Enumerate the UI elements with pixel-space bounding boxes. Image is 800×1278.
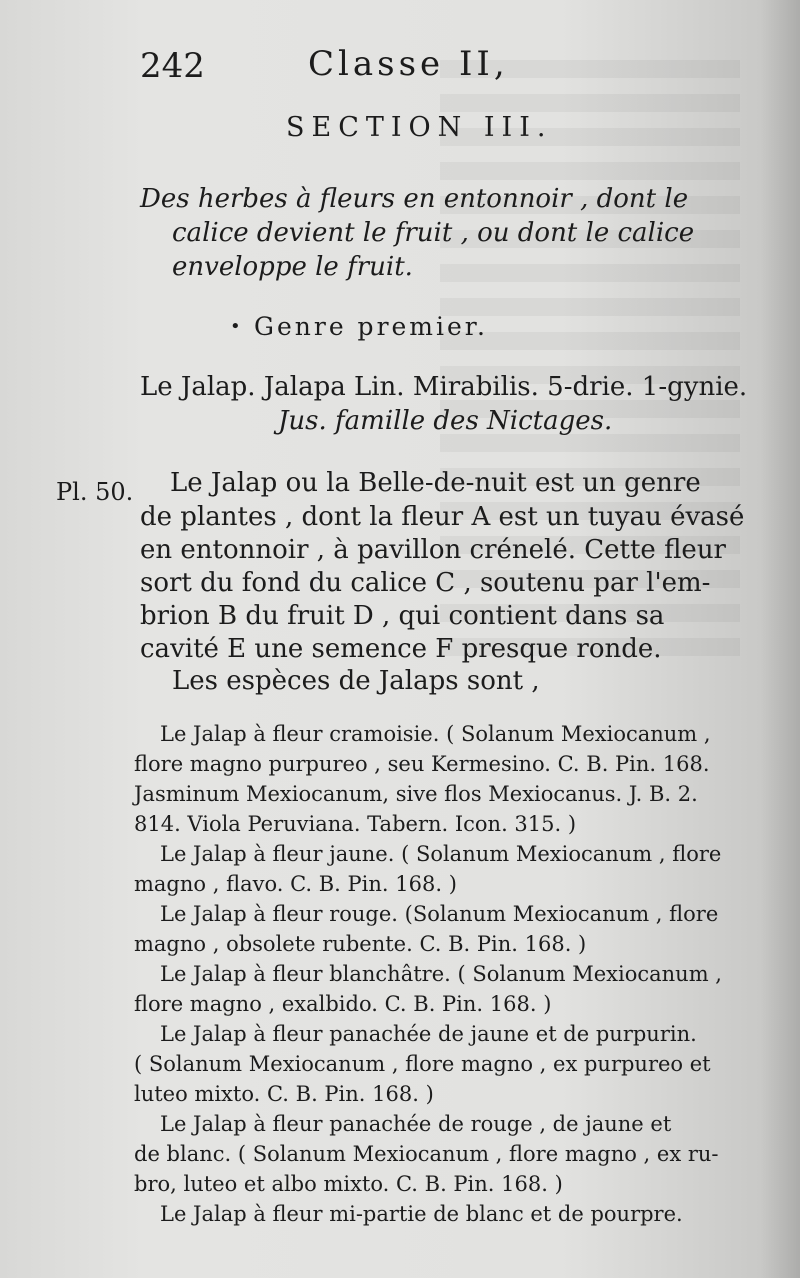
plate-reference: Pl. 50. [56, 478, 134, 506]
species-line: magno , flavo. C. B. Pin. 168. ) [134, 872, 457, 896]
family-line: Jus. famille des Nictages. [278, 406, 613, 436]
paragraph-line: en entonnoir , à pavillon crénelé. Cette fleur [140, 535, 726, 565]
species-line: Le Jalap à fleur panachée de rouge , de jaune et [160, 1112, 672, 1136]
section-description-line: calice devient le fruit , ou dont le calice [172, 218, 695, 248]
species-line: luteo mixto. C. B. Pin. 168. ) [134, 1082, 434, 1106]
species-line: Le Jalap à fleur panachée de jaune et de purpurin. [160, 1022, 697, 1046]
species-line: Le Jalap à fleur blanchâtre. ( Solanum Mexiocanum , [160, 962, 722, 986]
species-line: 814. Viola Peruviana. Tabern. Icon. 315. ) [134, 812, 577, 836]
genus-name-line: Le Jalap. Jalapa Lin. Mirabilis. 5-drie. 1-gynie. [140, 372, 748, 402]
section-description-line: Des herbes à fleurs en entonnoir , dont le [140, 184, 689, 214]
species-intro: Les espèces de Jalaps sont , [172, 666, 540, 696]
species-line: flore magno purpureo , seu Kermesino. C. B. Pin. 168. [134, 752, 710, 776]
genre-heading: Genre premier. [254, 312, 488, 341]
paragraph-line: sort du fond du calice C , soutenu par l'em- [140, 568, 711, 598]
paragraph-line: Le Jalap ou la Belle-de-nuit est un genre [170, 468, 701, 498]
paragraph-line: brion B du fruit D , qui contient dans sa [140, 601, 665, 631]
species-line: Le Jalap à fleur mi-partie de blanc et de pourpre. [160, 1202, 683, 1226]
species-line: Jasminum Mexiocanum, sive flos Mexiocanus. J. B. 2. [134, 782, 698, 806]
paragraph-line: cavité E une semence F presque ronde. [140, 634, 662, 664]
species-line: magno , obsolete rubente. C. B. Pin. 168. ) [134, 932, 587, 956]
class-heading: Classe II, [308, 44, 509, 84]
species-line: Le Jalap à fleur cramoisie. ( Solanum Mexiocanum , [160, 722, 711, 746]
paragraph-line: de plantes , dont la fleur A est un tuyau évasé [140, 502, 745, 532]
page-edge-shadow [760, 0, 800, 1278]
page-number: 242 [140, 46, 205, 86]
section-description-line: enveloppe le fruit. [172, 252, 413, 282]
species-line: Le Jalap à fleur jaune. ( Solanum Mexiocanum , flore [160, 842, 722, 866]
species-line: de blanc. ( Solanum Mexiocanum , flore magno , ex ru- [134, 1142, 719, 1166]
species-line: Le Jalap à fleur rouge. (Solanum Mexiocanum , flore [160, 902, 719, 926]
species-line: flore magno , exalbido. C. B. Pin. 168. ) [134, 992, 552, 1016]
bullet-mark: • [230, 316, 241, 337]
section-title: SECTION III. [286, 112, 553, 143]
species-line: bro, luteo et albo mixto. C. B. Pin. 168. ) [134, 1172, 563, 1196]
species-line: ( Solanum Mexiocanum , flore magno , ex purpureo et [134, 1052, 711, 1076]
